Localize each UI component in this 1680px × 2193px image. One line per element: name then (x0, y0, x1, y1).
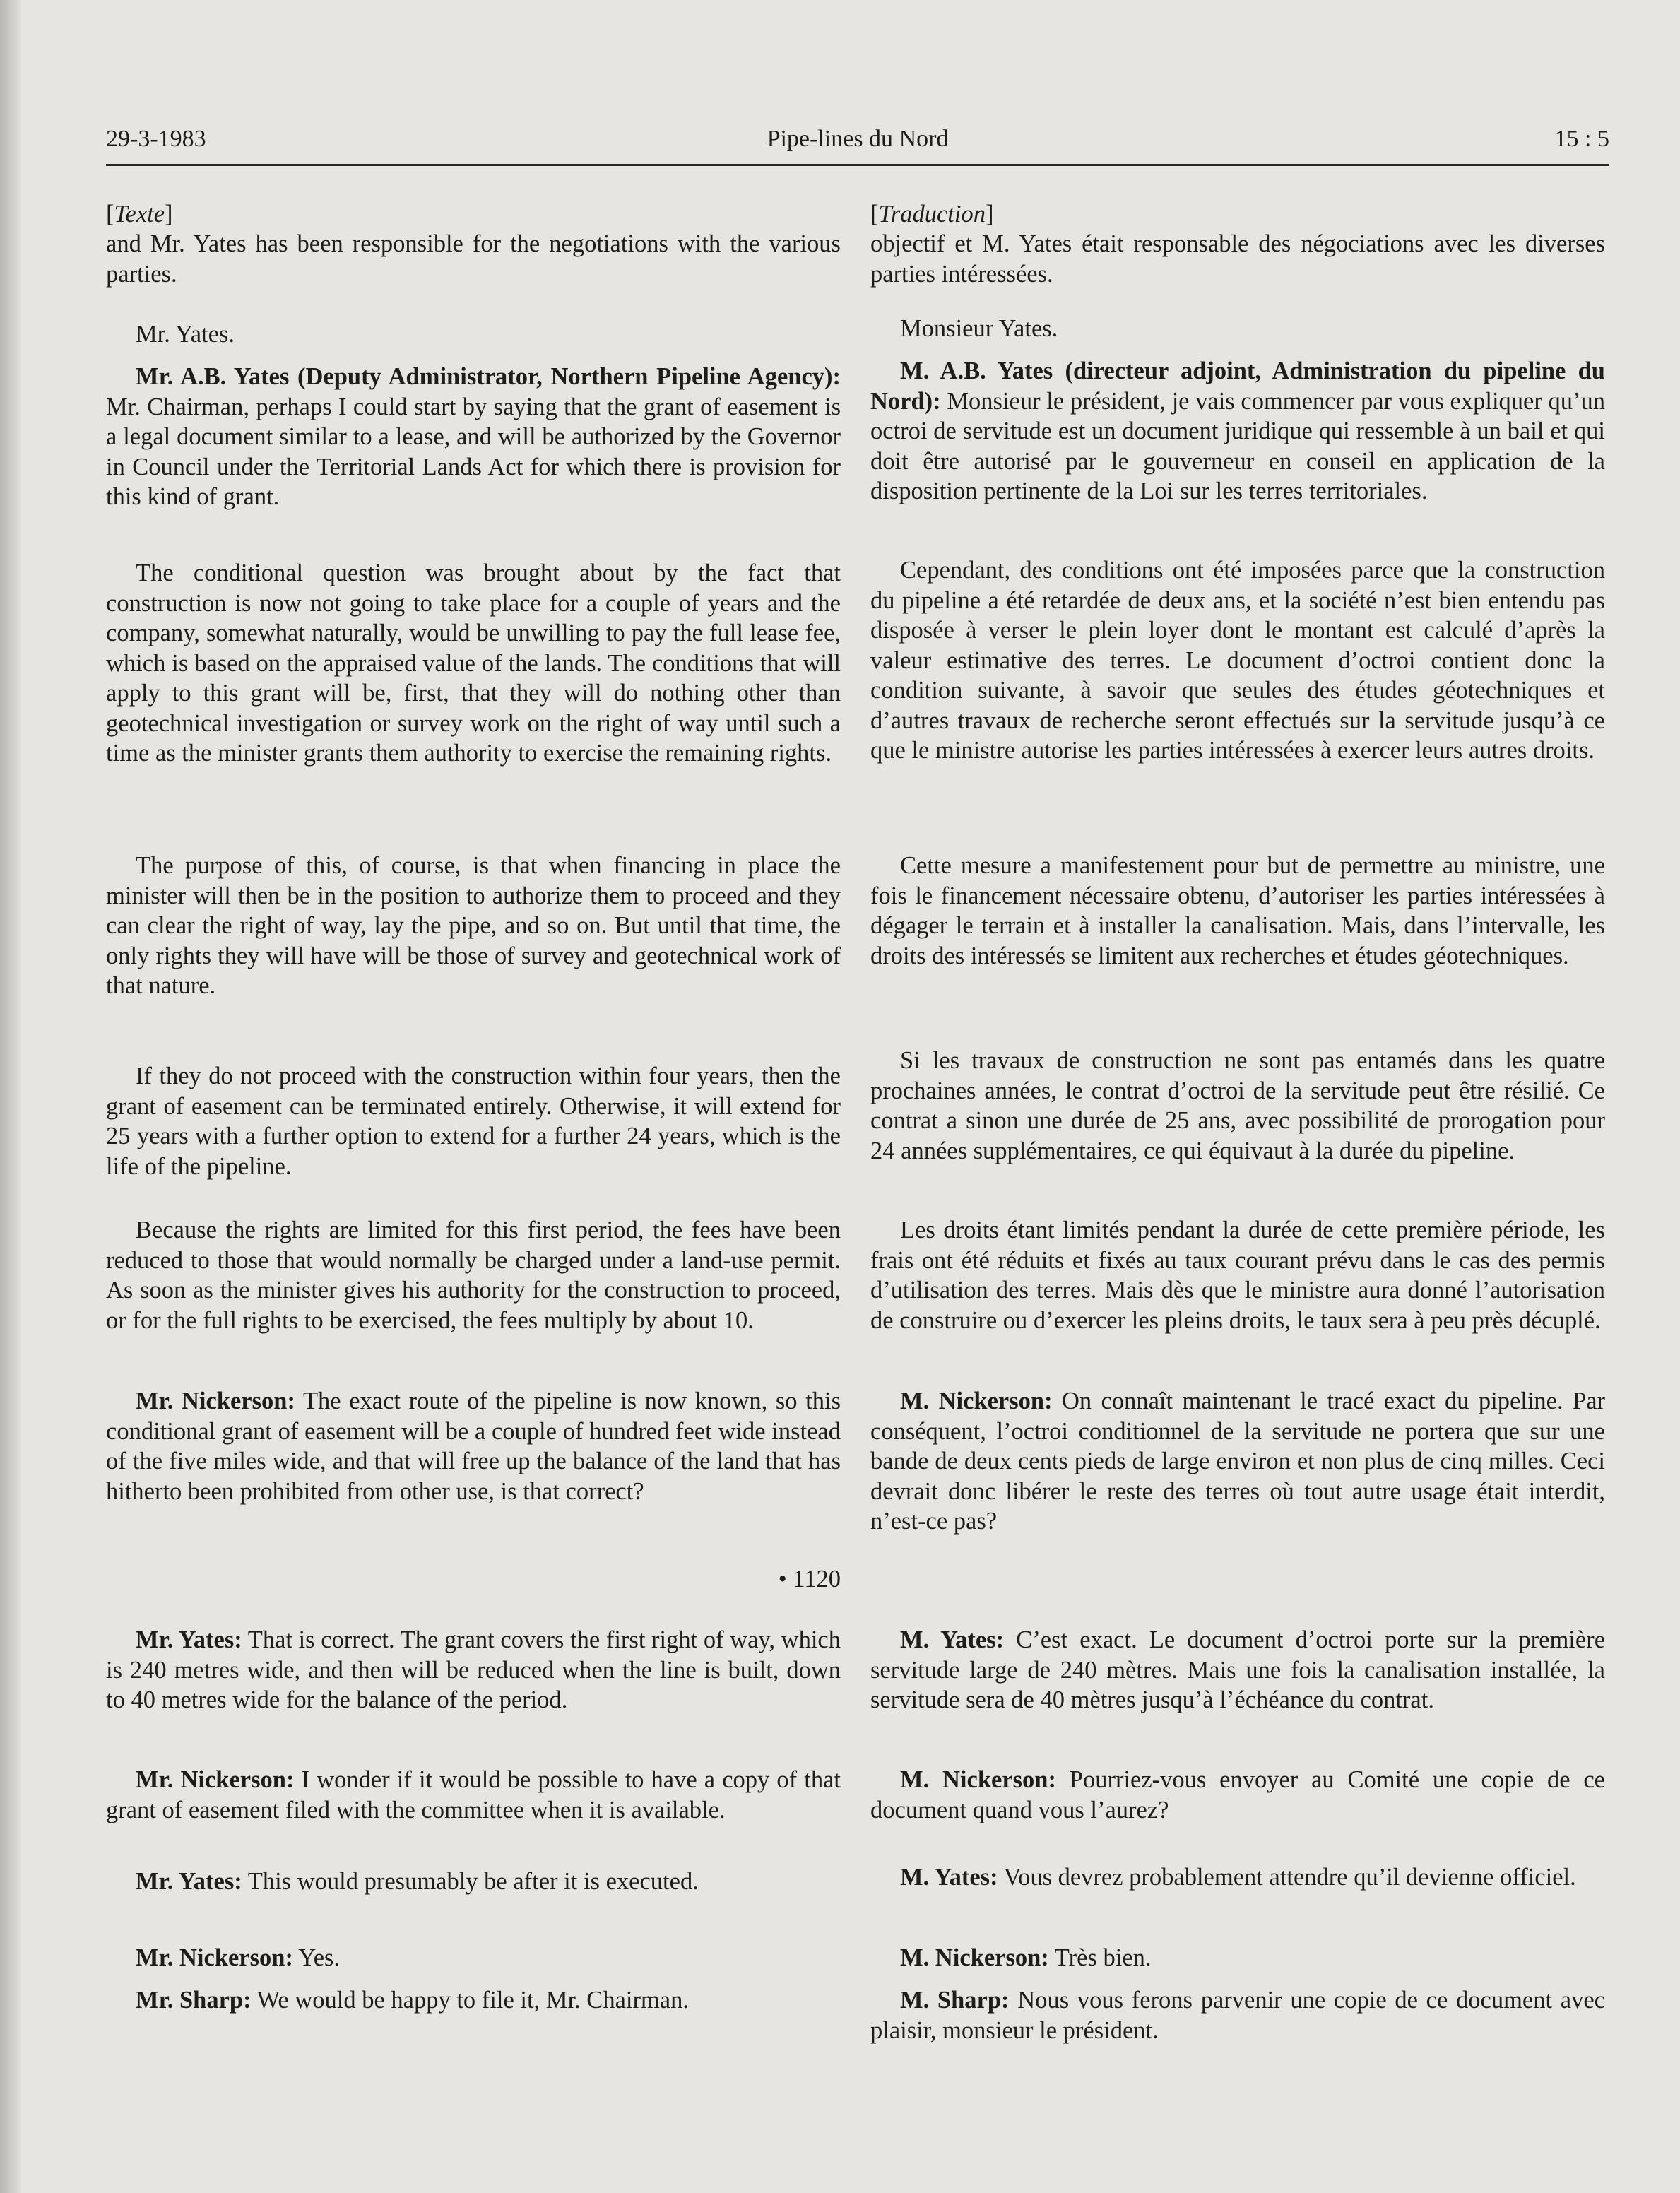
paragraph: Les droits étant limités pendant la durée de cette première période, les frais ont été réduits et fixés au taux courant prévu dans le cas des permis d’utilisation des terres. Mais dès que le ministre aura donné l’autorisation de construire ou d’exercer les pleins droits, le taux sera à peu près décuplé. (870, 1217, 1605, 1334)
speech-text: The exact route of the pipeline is now known, so this conditional grant of easement will be a couple of hundred feet wide instead of the five miles wide, and that will free up the balance of the land that has hitherto been prohibited from other use, is that correct? (106, 1388, 841, 1505)
speech (870, 1985, 1605, 2045)
speaker: Mr. Yates: (136, 1626, 242, 1653)
time-marker: • 1120 (778, 1566, 841, 1592)
speech (870, 1943, 1605, 1973)
speech-text: Yes. (292, 1944, 341, 1971)
speaker: M. Nickerson: (900, 1766, 1056, 1793)
speech-text: We would be happy to file it, Mr. Chairman. (251, 1987, 689, 2014)
speech (106, 1386, 841, 1506)
english-column (106, 192, 841, 2057)
paragraph: Monsieur Yates. (900, 315, 1058, 342)
tag-label: Traduction (878, 201, 986, 227)
speaker: Mr. Nickerson: (136, 1388, 295, 1414)
section-tag (106, 199, 841, 230)
paragraph: and Mr. Yates has been responsible for the negotiations with the various parties. (106, 230, 841, 288)
speech (106, 1943, 841, 1973)
speech (870, 1625, 1605, 1715)
tag-label: Texte (114, 201, 165, 227)
speech (106, 1867, 841, 1897)
paragraph: Mr. Yates. (136, 321, 235, 348)
speaker: Mr. Nickerson: (136, 1944, 293, 1971)
tag-bracket-open: [ (870, 201, 879, 227)
speech-text: Très bien. (1048, 1944, 1152, 1971)
paragraph: Cependant, des conditions ont été imposées parce que la construction du pipeline a été retardée de deux ans, et la société n’est bien entendu pas disposée à verser le plein loyer dont le montant est calculé d’après la valeur estimative des terres. Le document d’octroi contient donc la condition suivante, à savoir que seules des études géotechniques et d’autres travaux de recherche seront effectués sur la servitude jusqu’à ce que le ministre autorise les parties intéressées à exercer leurs autres droits. (870, 557, 1605, 764)
speech-text: C’est exact. Le document d’octroi porte sur la première servitude large de 240 mètres. Mais une fois la canalisation installée, la servitude sera de 40 mètres jusqu’à l’échéance du contrat. (870, 1626, 1606, 1713)
speech-text: Vous devrez probablement attendre qu’il devienne officiel. (998, 1864, 1576, 1891)
french-column (870, 192, 1605, 2057)
header-date: 29-3-1983 (106, 126, 206, 152)
speech (106, 1625, 841, 1715)
tag-bracket-open: [ (106, 201, 114, 227)
section-tag (870, 199, 1605, 230)
paragraph: Cette mesure a manifestement pour but de permettre au ministre, une fois le financement nécessaire obtenu, d’autoriser les parties intéressées à dégager le terrain et à installer la canalisation. Mais, dans l’intervalle, les droits des intéressés se limitent aux recherches et études géotechniques. (870, 852, 1605, 969)
speech (870, 1862, 1605, 1893)
speaker: M. Nickerson: (900, 1388, 1053, 1414)
speaker: Mr. Nickerson: (136, 1766, 295, 1793)
tag-bracket-close: ] (165, 201, 173, 227)
paragraph: Because the rights are limited for this first period, the fees have been reduced to those that would normally be charged under a land-use permit. As soon as the minister gives his authority for the construction to proceed, or for the full rights to be exercised, the fees multiply by about 10. (106, 1217, 841, 1334)
header-title: Pipe-lines du Nord (767, 126, 949, 152)
speech-text: Pourriez-vous envoyer au Comité une copie de ce document quand vous l’aurez? (870, 1766, 1605, 1823)
running-head (106, 124, 1609, 166)
speech-text: That is correct. The grant covers the first right of way, which is 240 metres wide, and then will be reduced when the line is built, down to 40 metres wide for the balance of the period. (106, 1626, 841, 1713)
paragraph: Si les travaux de construction ne sont pas entamés dans les quatre prochaines années, le contrat d’octroi de la servitude peut être résilié. Ce contrat a sinon une durée de 25 ans, avec possibilité de prorogation pour 24 années supplémentaires, ce qui équivaut à la durée du pipeline. (870, 1047, 1605, 1164)
speech-text: This would presumably be after it is executed. (242, 1868, 699, 1895)
paragraph: The purpose of this, of course, is that when financing in place the minister will then be in the position to authorize them to proceed and they can clear the right of way, lay the pipe, and so on. But until that time, the only rights they will have will be those of survey and geotechnical work of that nature. (106, 852, 841, 999)
speaker: Mr. A.B. Yates (Deputy Administrator, Northern Pipeline Agency): (136, 363, 841, 390)
speech-text: I wonder if it would be possible to have a copy of that grant of easement filed with the committee when it is available. (106, 1766, 841, 1823)
speech-text: Nous vous ferons parvenir une copie de ce document avec plaisir, monsieur le président. (870, 1987, 1605, 2044)
speaker: Mr. Yates: (136, 1868, 242, 1895)
speech (106, 362, 841, 512)
paragraph: If they do not proceed with the construction within four years, then the grant of easement can be terminated entirely. Otherwise, it will extend for 25 years with a further option to extend for a further 24 years, which is the life of the pipeline. (106, 1063, 841, 1180)
speaker: Mr. Sharp: (136, 1987, 252, 2014)
speaker: M. Yates: (900, 1626, 1005, 1653)
speaker: M. Nickerson: (900, 1944, 1049, 1971)
paragraph: The conditional question was brought about by the fact that construction is now not going to take place for a couple of years and the company, somewhat naturally, would be unwilling to pay the full lease fee, which is based on the appraised value of the lands. The conditions that will apply to this grant will be, first, that they will do nothing other than geotechnical investigation or survey work on the right of way until such a time as the minister grants them authority to exercise the remaining rights. (106, 560, 841, 767)
speech-text: On connaît maintenant le tracé exact du pipeline. Par conséquent, l’octroi conditionnel de la servitude ne portera que sur une bande de deux cents pieds de large environ et non plus de cinq milles. Ceci devrait donc libérer le reste des terres où tout autre usage était interdit, n’est-ce pas? (870, 1388, 1605, 1535)
speech (106, 1985, 841, 2016)
paragraph: objectif et M. Yates était responsable des négociations avec les diverses parties intéressées. (870, 230, 1605, 288)
speaker: M. A.B. Yates (directeur adjoint, Administration du pipeline du Nord): (870, 357, 1605, 415)
speech-text: Mr. Chairman, perhaps I could start by saying that the grant of easement is a legal document similar to a lease, and will be authorized by the Governor in Council under the Territorial Lands Act for which there is provision for this kind of grant. (106, 393, 841, 510)
speech (870, 1765, 1605, 1825)
speech (870, 1386, 1605, 1537)
speech-text: Monsieur le président, je vais commencer par vous expliquer qu’un octroi de servitude est un document juridique qui ressemble à un bail et qui doit être autorisé par le gouverneur en conseil en application de la disposition pertinente de la Loi sur les terres territoriales. (870, 387, 1605, 504)
speech (870, 356, 1605, 507)
header-page-number: 15 : 5 (1554, 126, 1609, 152)
speaker: M. Yates: (900, 1864, 998, 1891)
tag-bracket-close: ] (985, 201, 994, 227)
page-edge-shadow (0, 0, 21, 2193)
speaker: M. Sharp: (900, 1987, 1010, 2014)
speech (106, 1765, 841, 1825)
